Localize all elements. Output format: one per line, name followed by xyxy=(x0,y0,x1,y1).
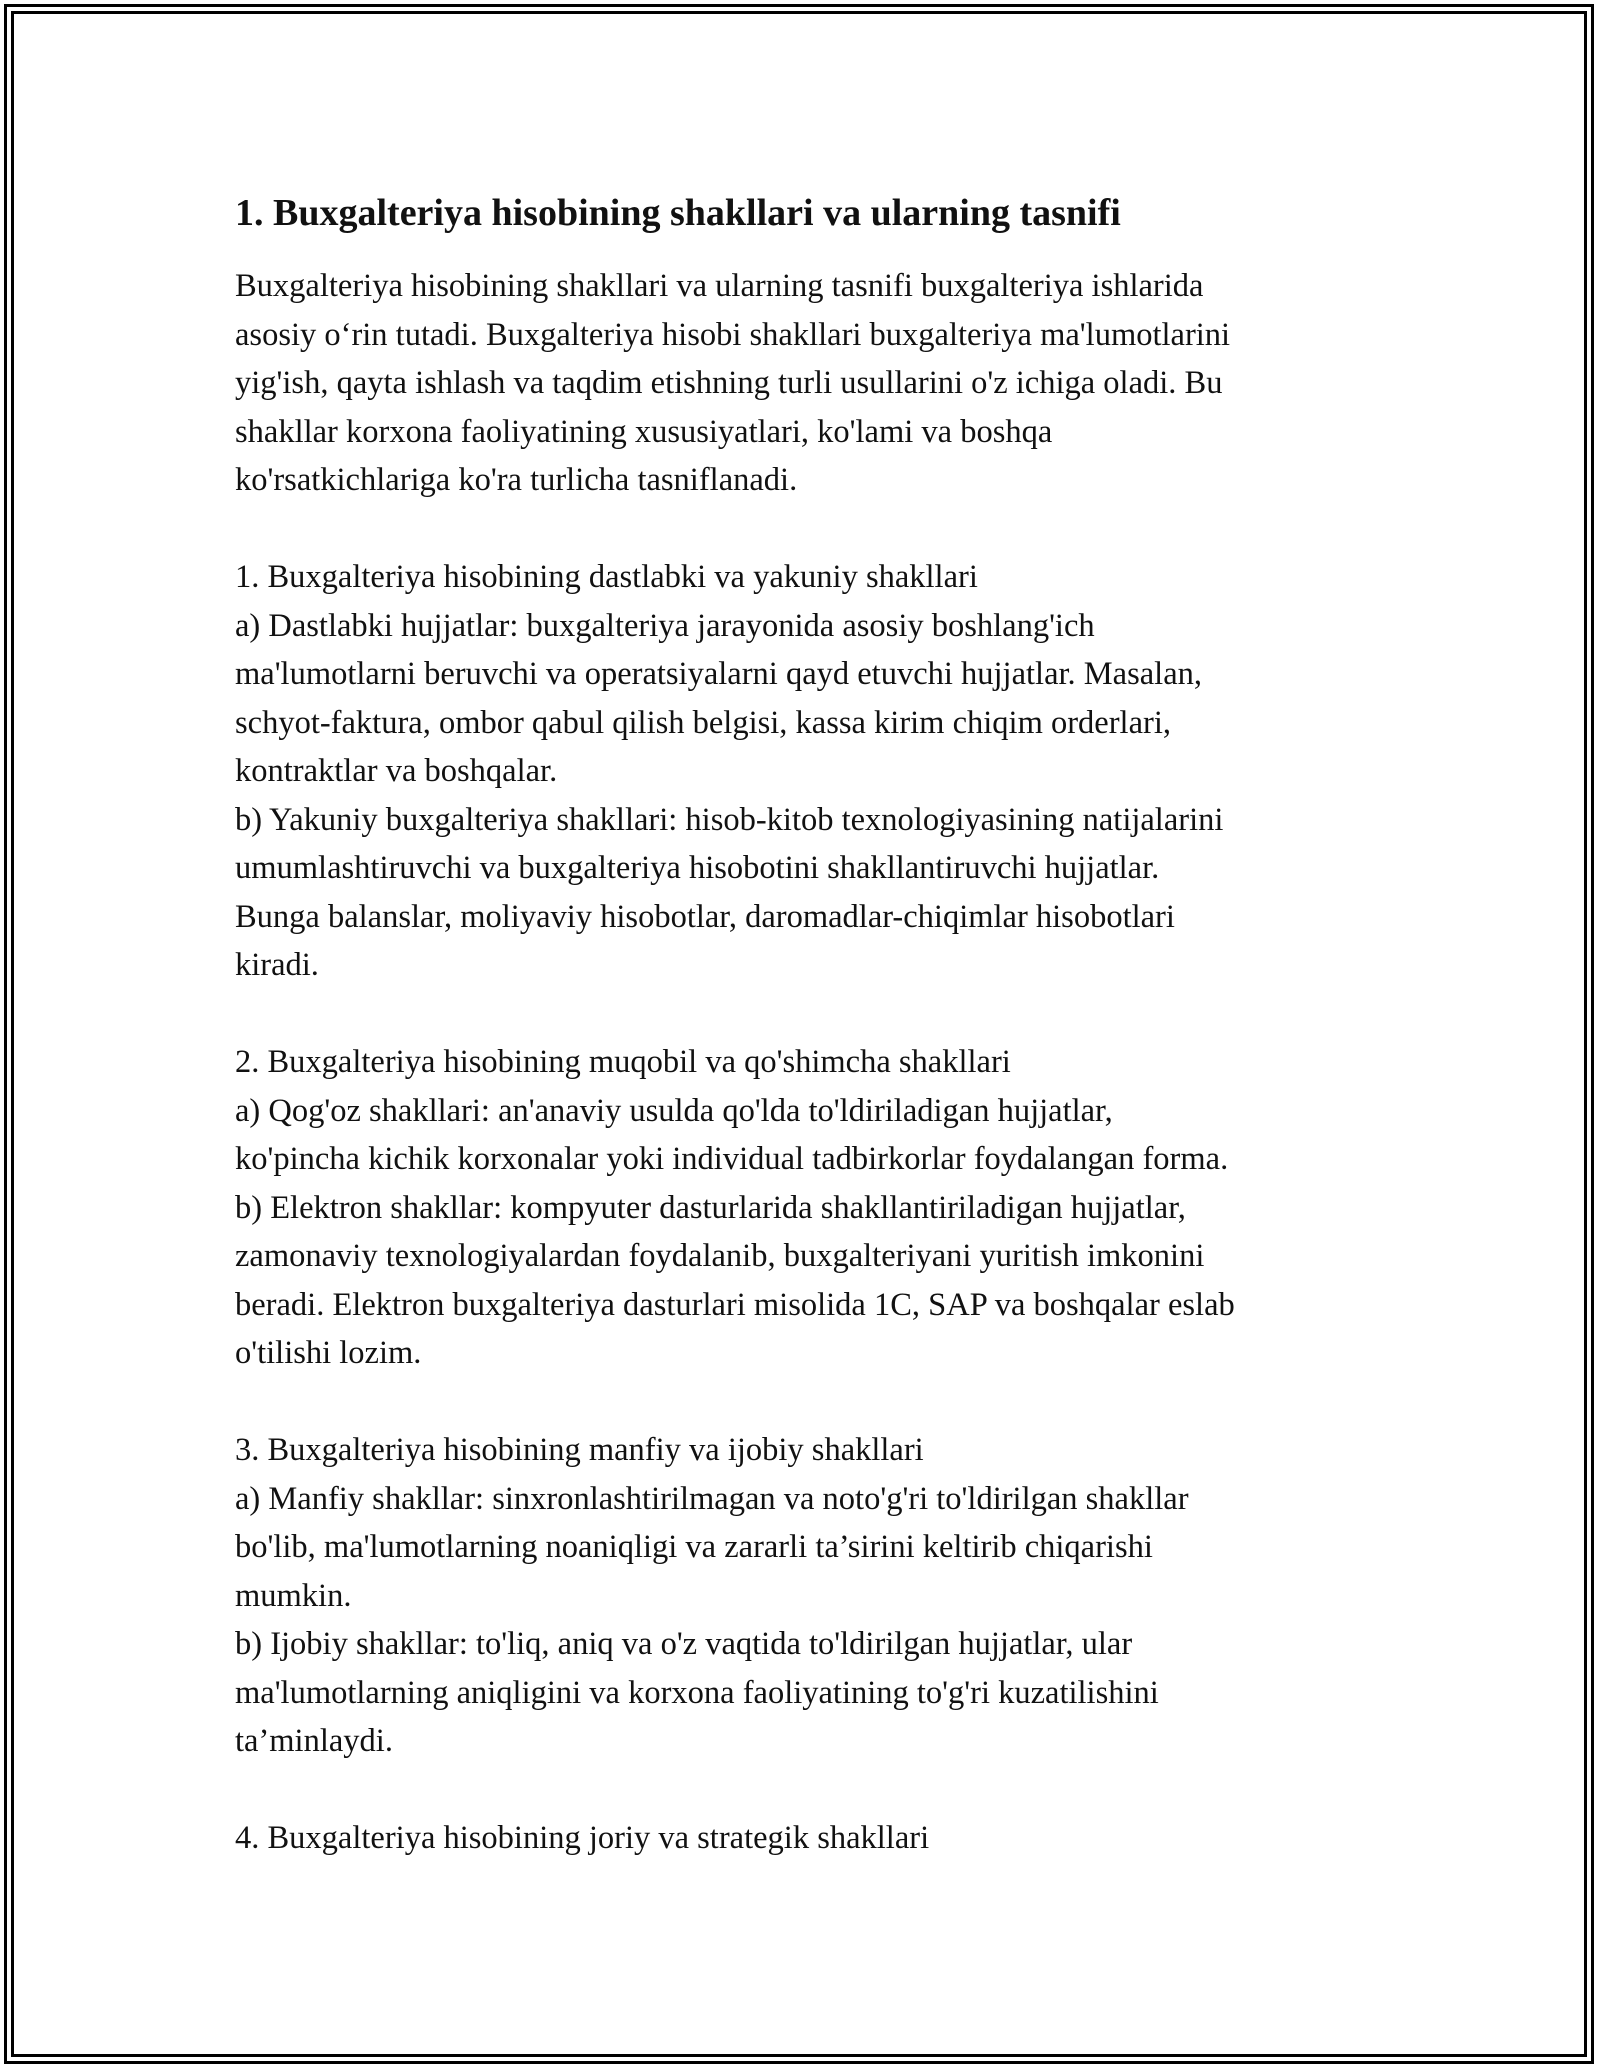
intro-line: yig'ish, qayta ishlash va taqdim etishning turli usullarini o'z ichiga oladi. Bu xyxy=(235,365,1223,401)
section-heading: 1. Buxgalteriya hisobining dastlabki va yakuniy shakllari xyxy=(235,559,978,595)
section-line: umumlashtiruvchi va buxgalteriya hisobotini shakllantiruvchi hujjatlar. xyxy=(235,850,1160,886)
section-heading: 2. Buxgalteriya hisobining muqobil va qo'shimcha shakllari xyxy=(235,1044,1011,1080)
section-line: zamonaviy texnologiyalardan foydalanib, buxgalteriyani yuritish imkonini xyxy=(235,1238,1205,1274)
section-line: ma'lumotlarning aniqligini va korxona faoliyatining to'g'ri kuzatilishini xyxy=(235,1674,1159,1711)
section-line: o'tilishi lozim. xyxy=(235,1335,422,1371)
intro-line: Buxgalteriya hisobining shakllari va ularning tasnifi buxgalteriya ishlarida xyxy=(235,268,1204,304)
section-line: kiradi. xyxy=(235,947,319,983)
section-4 xyxy=(235,1814,1375,1863)
section-line: a) Manfiy shakllar: sinxronlashtirilmagan va noto'g'ri to'ldirilgan shakllar xyxy=(235,1480,1189,1517)
section-line: ta’minlaydi. xyxy=(235,1723,393,1759)
section-line: b) Yakuniy buxgalteriya shakllari: hisob-kitob texnologiyasining natijalarini xyxy=(235,801,1224,838)
section-line: b) Ijobiy shakllar: to'liq, aniq va o'z vaqtida to'ldirilgan hujjatlar, ular xyxy=(235,1626,1133,1662)
section-line: a) Dastlabki hujjatlar: buxgalteriya jarayonida asosiy boshlang'ich xyxy=(235,607,1095,644)
section-3 xyxy=(235,1426,1375,1766)
intro-line: shakllar korxona faoliyatining xususiyatlari, ko'lami va boshqa xyxy=(235,413,1053,450)
section-line: kontraktlar va boshqalar. xyxy=(235,753,558,789)
intro-paragraph xyxy=(235,262,1375,505)
section-line: b) Elektron shakllar: kompyuter dasturlarida shakllantiriladigan hujjatlar, xyxy=(235,1189,1186,1226)
section-1 xyxy=(235,553,1375,990)
intro-line: ko'rsatkichlariga ko'ra turlicha tasniflanadi. xyxy=(235,462,798,498)
section-line: ko'pincha kichik korxonalar yoki individual tadbirkorlar foydalangan forma. xyxy=(235,1141,1229,1177)
section-line: beradi. Elektron buxgalteriya dasturlari misolida 1C, SAP va boshqalar eslab xyxy=(235,1286,1235,1323)
section-line: mumkin. xyxy=(235,1577,352,1614)
section-heading: 4. Buxgalteriya hisobining joriy va strategik shakllari xyxy=(235,1820,930,1856)
document-body xyxy=(235,188,1375,1863)
intro-line: asosiy oʻrin tutadi. Buxgalteriya hisobi shakllari buxgalteriya ma'lumotlarini xyxy=(235,316,1231,353)
section-line: a) Qog'oz shakllari: an'anaviy usulda qo'lda to'ldiriladigan hujjatlar, xyxy=(235,1092,1113,1129)
section-line: Bunga balanslar, moliyaviy hisobotlar, daromadlar-chiqimlar hisobotlari xyxy=(235,898,1175,935)
section-line: schyot-faktura, ombor qabul qilish belgisi, kassa kirim chiqim orderlari, xyxy=(235,704,1171,741)
document-title: 1. Buxgalteriya hisobining shakllari va ularning tasnifi xyxy=(235,192,1121,234)
section-line: ma'lumotlarni beruvchi va operatsiyalarni qayd etuvchi hujjatlar. Masalan, xyxy=(235,656,1203,692)
section-heading: 3. Buxgalteriya hisobining manfiy va ijobiy shakllari xyxy=(235,1432,924,1468)
section-line: bo'lib, ma'lumotlarning noaniqligi va zararli ta’sirini keltirib chiqarishi xyxy=(235,1529,1153,1565)
section-2 xyxy=(235,1038,1375,1378)
